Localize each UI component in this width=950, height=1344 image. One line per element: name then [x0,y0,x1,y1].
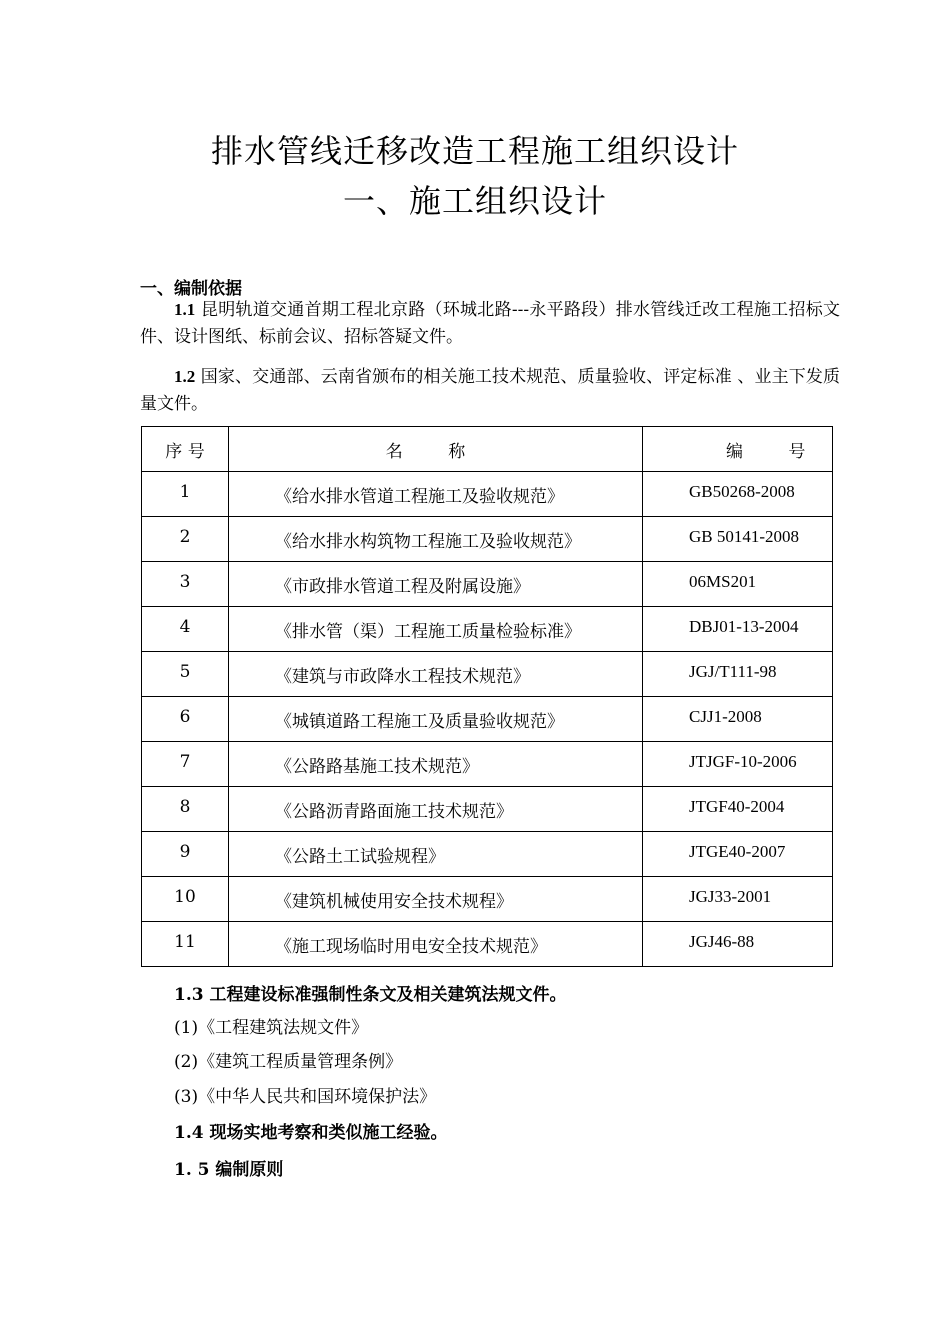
row-seq: 9 [142,832,229,877]
document-title: 排水管线迁移改造工程施工组织设计 [210,132,739,170]
row-seq: 3 [142,562,229,607]
row-name: 《城镇道路工程施工及质量验收规范》 [229,697,643,742]
sub-item-3: (3)《中华人民共和国环境保护法》 [174,1087,437,1107]
row-seq: 8 [142,787,229,832]
row-code: JGJ33-2001 [643,877,833,922]
table-row [142,832,833,877]
row-code: JGJ46-88 [643,922,833,967]
paragraph-text: 昆明轨道交通首期工程北京路（环城北路---永平路段）排水管线迁改工程施工招标文件、设计图纸、标前会议、招标答疑文件。 [140,300,841,347]
row-name: 《给水排水管道工程施工及验收规范》 [229,472,643,517]
paragraph-number: 1.2 [174,367,196,386]
row-code: JTJGF-10-2006 [643,742,833,787]
item-1-5: 1. 5 编制原则 [174,1160,284,1180]
row-name: 《公路沥青路面施工技术规范》 [229,787,643,832]
row-seq: 1 [142,472,229,517]
row-code: JGJ/T111-98 [643,652,833,697]
row-name: 《公路土工试验规程》 [229,832,643,877]
row-seq: 5 [142,652,229,697]
row-name: 《市政排水管道工程及附属设施》 [229,562,643,607]
item-1-4: 1.4 现场实地考察和类似施工经验。 [174,1123,448,1143]
row-name: 《建筑机械使用安全技术规程》 [229,877,643,922]
row-name: 《给水排水构筑物工程施工及验收规范》 [229,517,643,562]
table-row [142,652,833,697]
paragraph-text: 国家、交通部、云南省颁布的相关施工技术规范、质量验收、评定标准 、业主下发质量文件。 [140,367,841,414]
table-row [142,562,833,607]
row-seq: 10 [142,877,229,922]
row-code: GB50268-2008 [643,472,833,517]
row-seq: 7 [142,742,229,787]
table-header-row [142,427,833,472]
sub-item-2: (2)《建筑工程质量管理条例》 [174,1052,403,1072]
standards-table [141,426,833,967]
paragraph-1-2 [140,363,840,418]
row-name: 《排水管（渠）工程施工质量检验标准》 [229,607,643,652]
row-name: 《建筑与市政降水工程技术规范》 [229,652,643,697]
row-code: CJJ1-2008 [643,697,833,742]
paragraph-number: 1.1 [174,300,196,319]
row-seq: 6 [142,697,229,742]
row-code: DBJ01-13-2004 [643,607,833,652]
row-name: 《公路路基施工技术规范》 [229,742,643,787]
row-seq: 4 [142,607,229,652]
row-code: JTGF40-2004 [643,787,833,832]
header-seq: 序 号 [142,427,229,472]
header-code: 编 号 [643,427,833,472]
row-code: 06MS201 [643,562,833,607]
table-row [142,517,833,562]
table-row [142,607,833,652]
table-row [142,877,833,922]
sub-item-1: (1)《工程建筑法规文件》 [174,1018,369,1038]
section-heading: 一、编制依据 [140,279,242,299]
row-code: GB 50141-2008 [643,517,833,562]
table-row [142,787,833,832]
row-seq: 2 [142,517,229,562]
table-row [142,922,833,967]
row-seq: 11 [142,922,229,967]
header-name: 名 称 [229,427,643,472]
table-row [142,742,833,787]
row-code: JTGE40-2007 [643,832,833,877]
document-subtitle: 一、施工组织设计 [342,182,607,220]
item-1-3: 1.3 工程建设标准强制性条文及相关建筑法规文件。 [174,985,567,1005]
table-row [142,697,833,742]
table-row [142,472,833,517]
paragraph-1-1 [140,296,840,351]
row-name: 《施工现场临时用电安全技术规范》 [229,922,643,967]
